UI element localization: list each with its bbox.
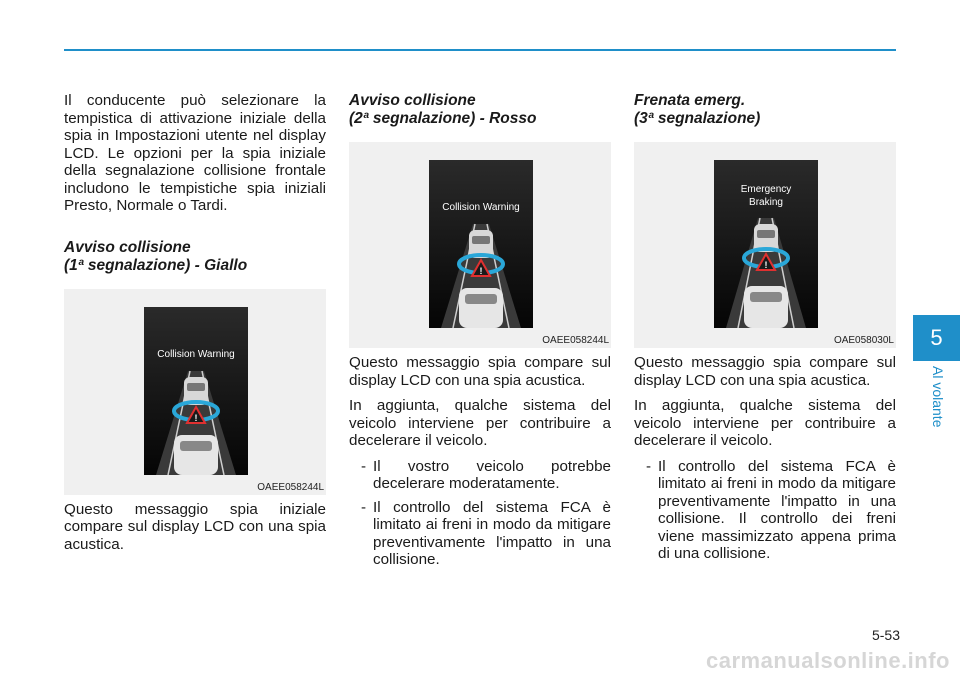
heading-emergency-braking: Frenata emerg. (3ª segnalazione) bbox=[634, 92, 761, 127]
list-item: - Il controllo del sistema FCA è limitato ai freni in modo da mitigare preventivamente l'impatto in una collisione. bbox=[361, 499, 611, 569]
svg-text:!: ! bbox=[194, 412, 198, 423]
collision-warning-illustration bbox=[429, 160, 533, 328]
screen-text-line-2: Braking bbox=[749, 197, 783, 208]
body-paragraph-2: In aggiunta, qualche sistema del veicolo interviene per contribuire a decelerare il veicolo. bbox=[634, 397, 896, 449]
figure-second-warning bbox=[349, 142, 611, 348]
bullet-list bbox=[349, 458, 611, 569]
figure-code: OAEE058244L bbox=[257, 481, 324, 493]
page-number: 5-53 bbox=[871, 627, 900, 643]
header-rule bbox=[64, 49, 896, 51]
body-paragraph-2: In aggiunta, qualche sistema del veicolo interviene per contribuire a decelerare il veicolo. bbox=[349, 397, 611, 449]
column-1 bbox=[64, 92, 326, 561]
lcd-screen bbox=[144, 307, 248, 475]
figure-first-warning bbox=[64, 289, 326, 495]
screen-text-line-1: Emergency bbox=[740, 184, 792, 195]
lcd-screen bbox=[429, 160, 533, 328]
list-item: - Il controllo del sistema FCA è limitato ai freni in modo da mitigare preventivamente l'impatto in una collisione. Il controllo dei freni viene massimizzato appena prima di una collisione. bbox=[646, 458, 896, 563]
chapter-tab: 5 bbox=[913, 315, 960, 361]
heading-second-warning: Avviso collisione (2ª segnalazione) - Rosso bbox=[349, 92, 537, 127]
body-paragraph: Questo messaggio spia iniziale compare sul display LCD con una spia acustica. bbox=[64, 500, 326, 553]
figure-code: OAE058030L bbox=[833, 335, 894, 346]
figure-code: OAEE058244L bbox=[542, 335, 609, 346]
chapter-title: Al volante bbox=[930, 366, 946, 428]
intro-paragraph: Il conducente può selezionare la tempistica di attivazione iniziale della spia in Impostazioni utente nel display LCD. Le opzioni per la spia iniziale della segnalazione collisione frontale includono le tempistiche spia iniziali Presto, Normale o Tardi. bbox=[64, 92, 326, 214]
lcd-screen bbox=[714, 160, 818, 328]
bullet-list bbox=[634, 458, 896, 563]
list-item: - Il vostro veicolo potrebbe decelerare moderatamente. bbox=[361, 458, 611, 493]
body-paragraph-1: Questo messaggio spia compare sul display LCD con una spia acustica. bbox=[634, 354, 896, 389]
collision-warning-illustration bbox=[144, 307, 248, 475]
svg-text:!: ! bbox=[479, 266, 483, 276]
heading-first-warning: Avviso collisione (1ª segnalazione) - Giallo bbox=[64, 238, 248, 274]
figure-emergency-braking bbox=[634, 142, 896, 348]
watermark: carmanualsonline.info bbox=[706, 648, 950, 673]
screen-text: Collision Warning bbox=[442, 202, 520, 213]
body-paragraph-1: Questo messaggio spia compare sul display LCD con una spia acustica. bbox=[349, 354, 611, 389]
svg-text:!: ! bbox=[764, 260, 768, 270]
emergency-braking-illustration bbox=[714, 160, 818, 328]
column-2 bbox=[349, 92, 611, 575]
column-3 bbox=[634, 92, 896, 569]
screen-text: Collision Warning bbox=[157, 348, 235, 360]
